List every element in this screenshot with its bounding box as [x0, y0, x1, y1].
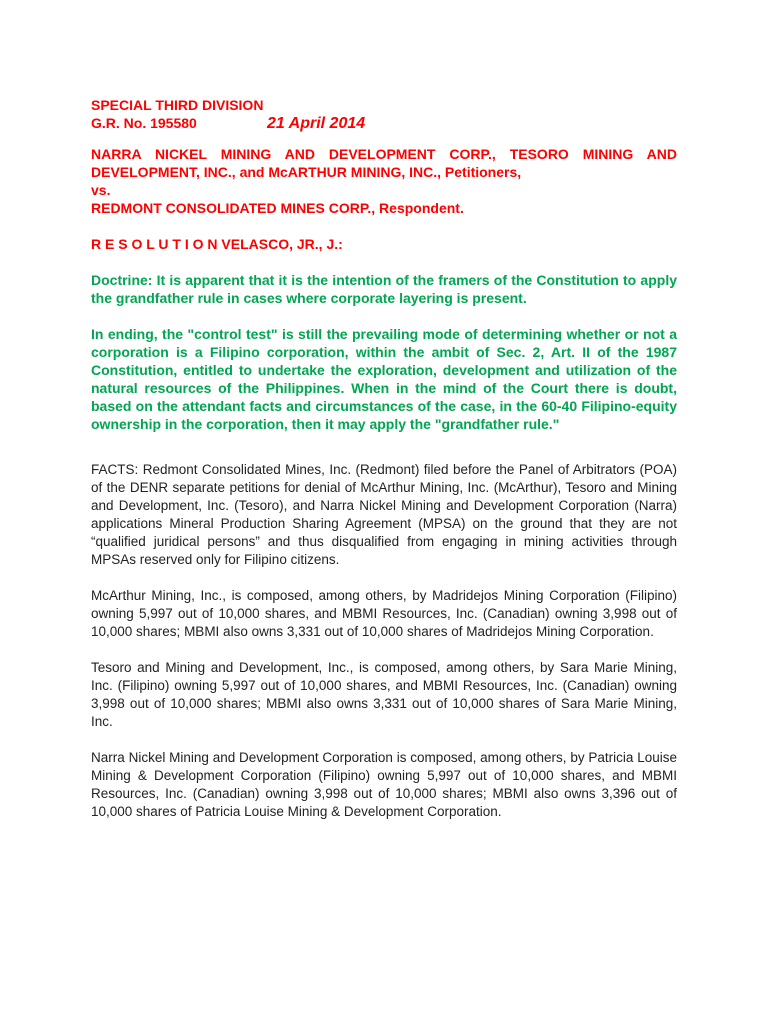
doctrine-paragraph: Doctrine: It is apparent that it is the intention of the framers of the Constitution to apply the grandfather rule in cases where corporate layering is present. [91, 272, 677, 306]
decision-date: 21 April 2014 [267, 115, 366, 132]
narra-paragraph: Narra Nickel Mining and Development Corporation is composed, among others, by Patricia Louise Mining & Development Corporation (Filipino) owning 5,997 out of 10,000 shares, and MBMI Resources, Inc. (Canadian) owning 3,998 out of 10,000 shares; MBMI also owns 3,396 out of 10,000 shares of Patricia Louise Mining & Development Corporation. [91, 750, 677, 819]
case-parties [91, 145, 677, 217]
resolution-heading: R E S O L U T I O N VELASCO, JR., J.: [91, 236, 343, 252]
gr-number: G.R. No. 195580 [91, 115, 197, 131]
respondent: REDMONT CONSOLIDATED MINES CORP., Respondent. [91, 200, 464, 216]
division-heading: SPECIAL THIRD DIVISION [91, 97, 264, 113]
mcarthur-paragraph: McArthur Mining, Inc., is composed, among others, by Madridejos Mining Corporation (Filipino) owning 5,997 out of 10,000 shares, and MBMI Resources, Inc. (Canadian) owning 3,998 out of 10,000 shares; MBMI also owns 3,331 out of 10,000 shares of Madridejos Mining Corporation. [91, 588, 677, 639]
document-page [91, 96, 677, 821]
versus: vs. [91, 182, 111, 198]
facts-paragraph: FACTS: Redmont Consolidated Mines, Inc. (Redmont) filed before the Panel of Arbitrators (POA) of the DENR separate petitions for denial of McArthur Mining, Inc. (McArthur), Tesoro and Mining and Development, Inc. (Tesoro), and Narra Nickel Mining and Development Corporation (Narra) applications Mineral Production Sharing Agreement (MPSA) on the ground that they are not “qualified juridical persons” and thus disqualified from engaging in mining activities through MPSAs reserved only for Filipino citizens. [91, 462, 677, 567]
ending-paragraph: In ending, the "control test" is still the prevailing mode of determining whether or not a corporation is a Filipino corporation, within the ambit of Sec. 2, Art. II of the 1987 Constitution, entitled to undertake the exploration, development and utilization of the natural resources of the Philippines. When in the mind of the Court there is doubt, based on the attendant facts and circumstances of the case, in the 60-40 Filipino-equity ownership in the corporation, then it may apply the "grandfather rule." [91, 326, 677, 432]
case-number-line [91, 114, 677, 133]
tesoro-paragraph: Tesoro and Mining and Development, Inc., is composed, among others, by Sara Marie Mining, Inc. (Filipino) owning 5,997 out of 10,000 shares, and MBMI Resources, Inc. (Canadian) owning 3,998 out of 10,000 shares; MBMI also owns 3,331 out of 10,000 shares of Sara Marie Mining, Inc. [91, 660, 677, 729]
petitioners: NARRA NICKEL MINING AND DEVELOPMENT CORP., TESORO MINING AND DEVELOPMENT, INC., and McARTHUR MINING, INC., Petitioners, [91, 146, 677, 180]
